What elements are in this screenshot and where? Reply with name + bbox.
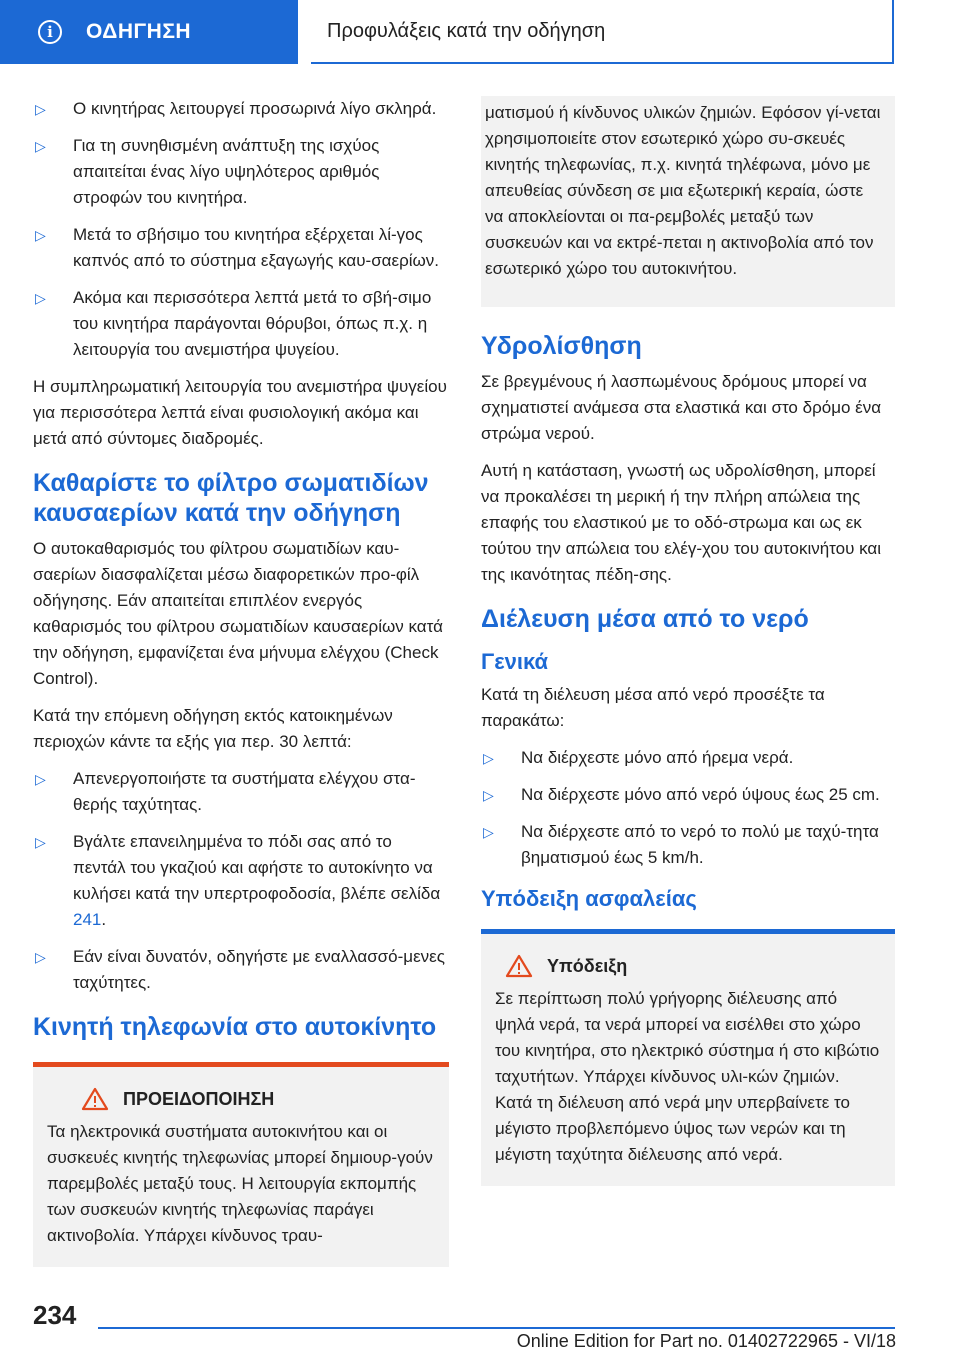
left-column <box>33 96 449 1267</box>
list-item <box>481 782 895 808</box>
triangle-bullet-icon: ▷ <box>35 834 46 850</box>
warning-continued-text: ματισμού ή κίνδυνος υλικών ζημιών. Εφόσον γί-νεται χρησιμοποιείτε στον εσωτερικό χώρο συ-σκευές κινητής τηλεφωνίας, π.χ. κινητά τηλέφωνα, μόνο με απευθείας σύνδεση σε μια εξωτερική κεραία, ώστε να αποκλείονται οι πα-ρεμβολές μεταξύ των συσκευών και να εκτρέ-πεται η ακτινοβολία από τον εσωτερικό χώρο του αυτοκινήτου. <box>485 103 881 278</box>
list-item-text: Να διέρχεστε μόνο από νερό ύψους έως 25 cm. <box>521 785 880 804</box>
list-item <box>481 745 895 771</box>
triangle-bullet-icon: ▷ <box>35 101 46 117</box>
note-text: Σε περίπτωση πολύ γρήγορης διέλευσης από ψηλά νερά, τα νερά μπορεί να εισέλθει στο χώρο του κινητήρα, στο ηλεκτρικό σύστημα ή στο κιβώτιο ταχυτήτων. Υπάρχει κίνδυνος υλι-κών ζημιών. Κατά τη διέλευση από νερά μην υπερβαίνετε το μέγιστο προβλεπόμενο ύψος των νερών και τη μέγιστη ταχύτητα διέλευσης από νερά. <box>495 989 880 1164</box>
footer-divider <box>98 1327 895 1329</box>
right-column <box>481 96 895 1186</box>
heading-aquaplaning: Υδρολίσθηση <box>481 332 642 360</box>
list-item-text: Ακόμα και περισσότερα λεπτά μετά το σβή-σιμο του κινητήρα παράγονται θόρυβοι, όπως π.χ. η λειτουργία του ανεμιστήρα ψυγείου. <box>73 288 432 359</box>
triangle-bullet-icon: ▷ <box>35 949 46 965</box>
page-link[interactable]: 241 <box>73 910 102 929</box>
heading-safety: Υπόδειξη ασφαλείας <box>481 886 697 911</box>
warning-box <box>33 1062 449 1267</box>
page-number: 234 <box>33 1300 77 1330</box>
triangle-bullet-icon: ▷ <box>483 787 494 803</box>
section-title: ΟΔΗΓΗΣΗ <box>86 20 192 43</box>
paragraph-aqua-1: Σε βρεγμένους ή λασπωμένους δρόμους μπορεί να σχηματιστεί ανάμεσα στα ελαστικά και στο δρόμο ένα στρώμα νερού. <box>481 372 882 443</box>
paragraph-general: Κατά τη διέλευση μέσα από νερό προσέξτε τα παρακάτω: <box>481 685 825 730</box>
triangle-bullet-icon: ▷ <box>35 227 46 243</box>
note-box <box>481 929 895 1186</box>
list-item-text: Εάν είναι δυνατόν, οδηγήστε με εναλλασσό-μενες ταχύτητες. <box>73 947 445 992</box>
note-header <box>495 954 881 978</box>
warning-triangle-icon <box>505 954 533 978</box>
list-item-text: Ο κινητήρας λειτουργεί προσωρινά λίγο σκληρά. <box>73 99 437 118</box>
breadcrumb: Προφυλάξεις κατά την οδήγηση <box>327 19 606 42</box>
triangle-bullet-icon: ▷ <box>35 771 46 787</box>
footer-edition: Online Edition for Part no. 01402722965 - VI/18 <box>516 1331 896 1351</box>
list-item <box>481 819 895 871</box>
list-item-text: Μετά το σβήσιμο του κινητήρα εξέρχεται λί-γος καπνός από το σύστημα εξαγωγής καυ-σαερίων. <box>73 225 440 270</box>
list-item-end: . <box>101 910 107 929</box>
list-item <box>33 829 449 933</box>
triangle-bullet-icon: ▷ <box>483 824 494 840</box>
note-title: Υπόδειξη <box>547 955 628 976</box>
paragraph-aqua-2: Αυτή η κατάσταση, γνωστή ως υδρολίσθηση, μπορεί να προκαλέσει τη μερική ή την πλήρη απώλεια της επαφής του ελαστικού με το οδό-στρωμα και ως εκ τούτου την απώλεια του ελέγ-χου του αυτοκινήτου και της ικανότητας πέδη-σης. <box>481 461 882 584</box>
list-item <box>33 133 449 211</box>
section-header <box>0 0 298 64</box>
heading-water-crossing: Διέλευση μέσα από το νερό <box>481 605 809 633</box>
paragraph-fan: Η συμπληρωματική λειτουργία του ανεμιστήρα ψυγείου για περισσότερα λεπτά είναι φυσιολογική ακόμα και μετά από σύντομες διαδρομές. <box>33 377 447 448</box>
list-item <box>33 96 449 122</box>
heading-general: Γενικά <box>481 649 549 674</box>
paragraph-next-drive: Κατά την επόμενη οδήγηση εκτός κατοικημένων περιοχών κάντε τα εξής για περ. 30 λεπτά: <box>33 706 393 751</box>
list-item <box>33 222 449 274</box>
list-item-text: Να διέρχεστε από το νερό το πολύ με ταχύ-τητα βηματισμού έως 5 km/h. <box>521 822 879 867</box>
heading-filter: Καθαρίστε το φίλτρο σωματιδίων καυσαερίων κατά την οδήγηση <box>33 469 429 527</box>
warning-title: ΠΡΟΕΙΔΟΠΟΙΗΣΗ <box>123 1088 275 1109</box>
triangle-bullet-icon: ▷ <box>35 138 46 154</box>
list-item-text: Βγάλτε επανειλημμένα το πόδι σας από το πεντάλ του γκαζιού και αφήστε το αυτοκίνητο να κυλήσει κατά την υπερτροφοδοσία, βλέπε σελίδα <box>73 832 441 903</box>
warning-triangle-icon <box>81 1087 109 1111</box>
triangle-bullet-icon: ▷ <box>483 750 494 766</box>
triangle-bullet-icon: ▷ <box>35 290 46 306</box>
list-item <box>33 944 449 996</box>
warning-header <box>47 1087 435 1111</box>
list-item-text: Για τη συνηθισμένη ανάπτυξη της ισχύος απαιτείται ένας λίγο υψηλότερος αριθμός στροφών του κινητήρα. <box>73 136 380 207</box>
warning-continuation-box <box>481 96 895 307</box>
heading-phone: Κινητή τηλεφωνία στο αυτοκίνητο <box>33 1013 437 1041</box>
warning-text: Τα ηλεκτρονικά συστήματα αυτοκινήτου και οι συσκευές κινητής τηλεφωνίας μπορεί δημιουρ-γούν παρεμβολές μεταξύ τους. Η λειτουργία εκπομπής των συσκευών κινητής τηλεφωνίας παράγει ακτινοβολία. Υπάρχει κίνδυνος τραυ- <box>47 1122 433 1245</box>
list-item <box>33 766 449 818</box>
info-icon: i <box>38 20 62 44</box>
list-item-text: Να διέρχεστε μόνο από ήρεμα νερά. <box>521 748 794 767</box>
list-item <box>33 285 449 363</box>
breadcrumb-bar <box>311 0 894 64</box>
list-item-text: Απενεργοποιήστε τα συστήματα ελέγχου στα-θερής ταχύτητας. <box>73 769 416 814</box>
paragraph-filter: Ο αυτοκαθαρισμός του φίλτρου σωματιδίων καυ-σαερίων διασφαλίζεται μέσω διαφορετικών προ-φίλ οδήγησης. Εάν απαιτείται επιπλέον ενεργός καθαρισμός του φίλτρου σωματιδίων καυσαερίων κατά την οδήγηση, εμφανίζεται ένα μήνυμα ελέγχου (Check Control). <box>33 539 443 688</box>
